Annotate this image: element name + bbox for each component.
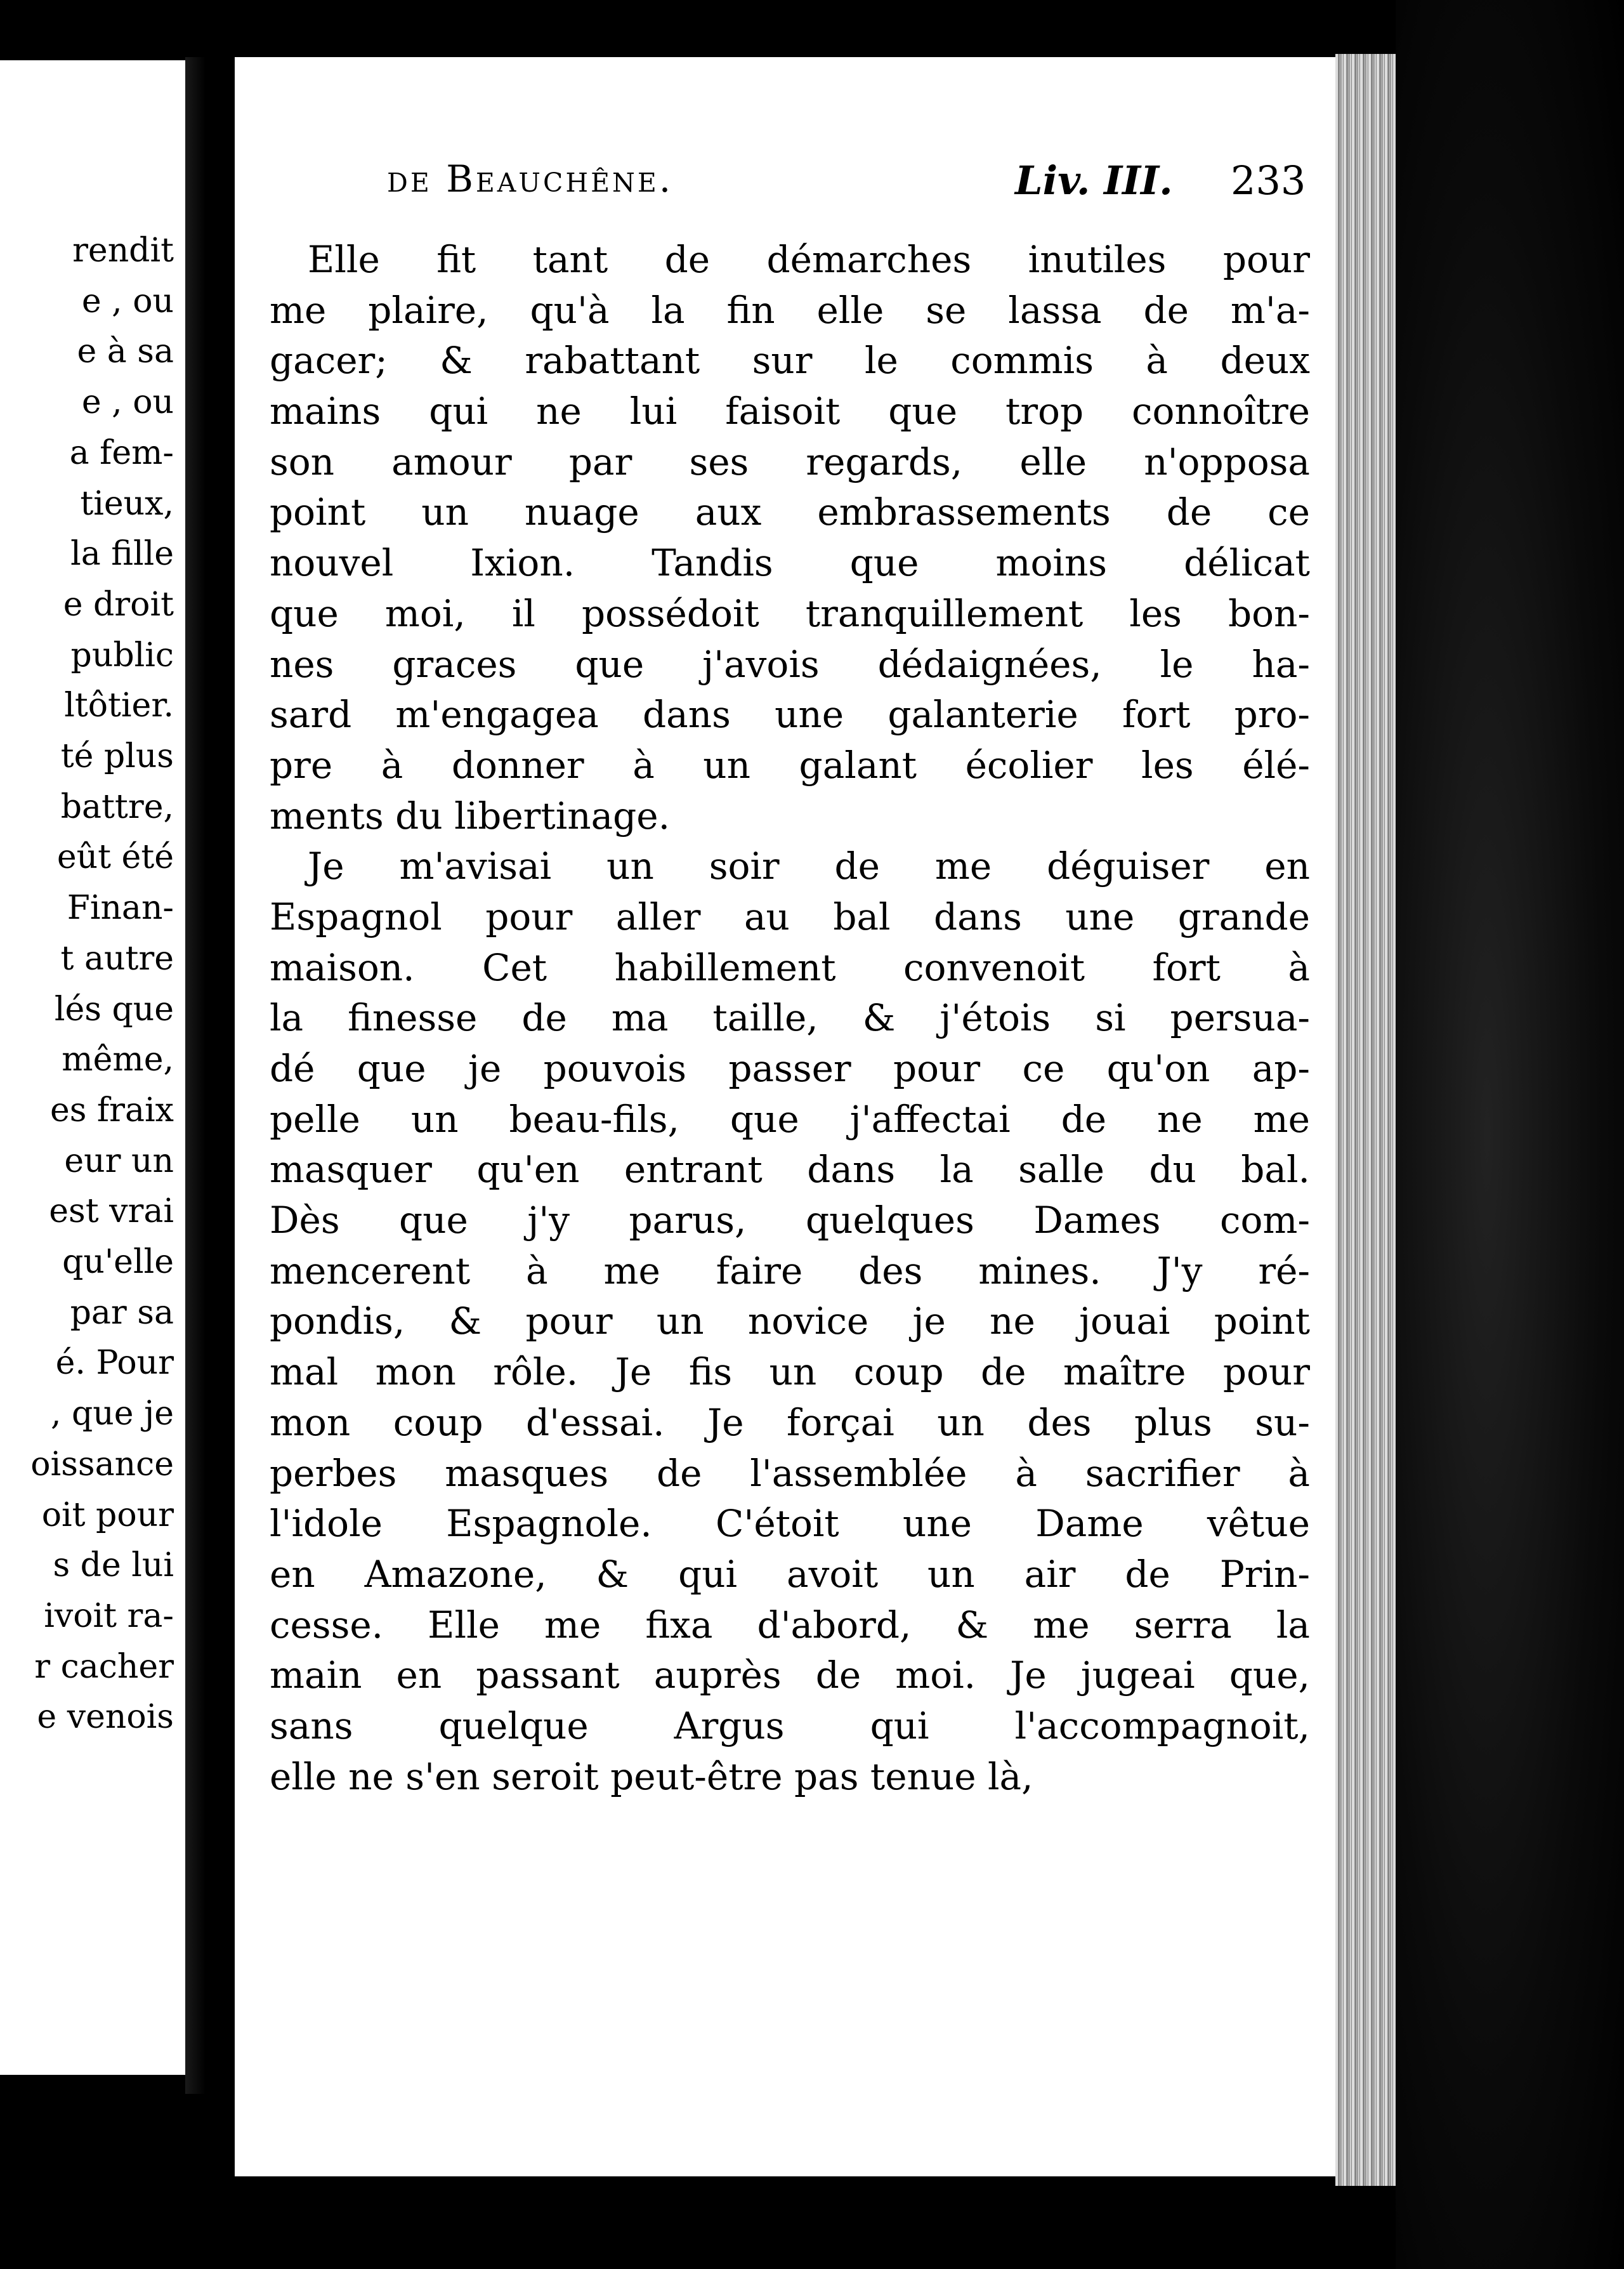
text-line: que moi, il possédoit tranquillement les bon- — [270, 591, 1310, 635]
book-reference: Liv. III. — [1015, 157, 1173, 204]
text-line: sard m'engagea dans une galanterie fort pro- — [270, 693, 1310, 737]
text-line: me plaire, qu'à la fin elle se lassa de m'a- — [270, 288, 1310, 332]
main-page — [235, 57, 1335, 2176]
text-line: dé que je pouvois passer pour ce qu'on ap- — [270, 1047, 1310, 1090]
running-title: de Beauchêne. — [387, 157, 674, 201]
left-page-line-fragment: est vrai — [49, 1192, 174, 1231]
text-line: Espagnol pour aller au bal dans une grande — [270, 895, 1310, 938]
text-line: nes graces que j'avois dédaignées, le ha- — [270, 642, 1310, 686]
left-page-line-fragment: qu'elle — [62, 1243, 174, 1281]
text-line: mal mon rôle. Je fis un coup de maître pour — [270, 1350, 1310, 1394]
left-page-line-fragment: tieux, — [80, 484, 174, 523]
body-text — [270, 235, 1310, 1802]
left-page-line-fragment: é. Pour — [55, 1344, 174, 1383]
left-page-line-fragment: e à sa — [77, 332, 174, 371]
left-page-line-fragment: t autre — [60, 939, 174, 978]
book-gutter — [185, 57, 236, 2094]
text-line: mains qui ne lui faisoit que trop connoître — [270, 390, 1310, 433]
book-cover-shadow — [1396, 0, 1624, 2269]
text-line: Je m'avisai un soir de me déguiser en — [308, 845, 1310, 888]
text-line: pre à donner à un galant écolier les élé- — [270, 743, 1310, 787]
left-page-line-fragment: e , ou — [81, 282, 174, 320]
text-line: nouvel Ixion. Tandis que moins délicat — [270, 541, 1310, 585]
text-line: maison. Cet habillement convenoit fort à — [270, 945, 1310, 989]
text-line: Elle fit tant de démarches inutiles pour — [308, 238, 1310, 281]
text-line: pondis, & pour un novice je ne jouai point — [270, 1299, 1310, 1343]
left-page-fragment — [0, 60, 185, 2075]
left-page-line-fragment: ltôtier. — [64, 687, 174, 725]
text-line: elle ne s'en seroit peut-être pas tenue là, — [270, 1754, 1033, 1798]
left-page-line-fragment: ivoit ra- — [44, 1596, 174, 1635]
text-line: mon coup d'essai. Je forçai un des plus su- — [270, 1400, 1310, 1444]
text-line: masquer qu'en entrant dans la salle du bal. — [270, 1148, 1310, 1192]
left-page-line-fragment: oit pour — [41, 1496, 174, 1534]
left-page-line-fragment: té plus — [60, 737, 174, 775]
text-line: en Amazone, & qui avoit un air de Prin- — [270, 1552, 1310, 1596]
left-page-line-fragment: même, — [62, 1041, 174, 1079]
left-page-line-fragment: e venois — [37, 1698, 174, 1737]
text-line: main en passant auprès de moi. Je jugeai que, — [270, 1654, 1310, 1697]
left-page-line-fragment: eur un — [64, 1141, 174, 1180]
left-page-line-fragment: r cacher — [34, 1647, 174, 1686]
text-line: perbes masques de l'assemblée à sacrifier à — [270, 1451, 1310, 1495]
left-page-line-fragment: oissance — [30, 1445, 174, 1483]
text-line: gacer; & rabattant sur le commis à deux — [270, 339, 1310, 383]
left-page-line-fragment: , que je — [50, 1395, 174, 1433]
left-page-line-fragment: e droit — [63, 585, 174, 624]
text-line: pelle un beau-fils, que j'affectai de ne me — [270, 1097, 1310, 1141]
page-header — [387, 157, 1307, 208]
text-line: sans quelque Argus qui l'accompagnoit, — [270, 1704, 1310, 1747]
left-page-line-fragment: public — [70, 636, 174, 674]
scan-top-border — [0, 0, 1624, 54]
text-line: cesse. Elle me fixa d'abord, & me serra la — [270, 1603, 1310, 1647]
left-page-line-fragment: s de lui — [53, 1546, 174, 1585]
page-fore-edges — [1335, 54, 1396, 2186]
text-line: l'idole Espagnole. C'étoit une Dame vêtue — [270, 1502, 1310, 1546]
text-line: mencerent à me faire des mines. J'y ré- — [270, 1249, 1310, 1292]
left-page-line-fragment: Finan- — [67, 889, 174, 928]
left-page-line-fragment: par sa — [70, 1293, 174, 1332]
text-line: ments du libertinage. — [270, 794, 671, 838]
text-line: point un nuage aux embrassements de ce — [270, 490, 1310, 534]
left-page-line-fragment: la fille — [70, 535, 174, 574]
left-page-line-fragment: battre, — [60, 787, 174, 826]
page-number: 233 — [1231, 157, 1306, 204]
left-page-line-fragment: rendit — [72, 232, 174, 270]
left-page-line-fragment: eût été — [56, 838, 174, 877]
left-page-line-fragment: e , ou — [81, 383, 174, 422]
text-line: la finesse de ma taille, & j'étois si persua- — [270, 996, 1310, 1040]
text-line: son amour par ses regards, elle n'opposa — [270, 440, 1310, 483]
left-page-line-fragment: a fem- — [69, 433, 174, 472]
text-line: Dès que j'y parus, quelques Dames com- — [270, 1199, 1310, 1242]
left-page-line-fragment: lés que — [54, 990, 174, 1029]
left-page-line-fragment: es fraix — [49, 1091, 174, 1129]
